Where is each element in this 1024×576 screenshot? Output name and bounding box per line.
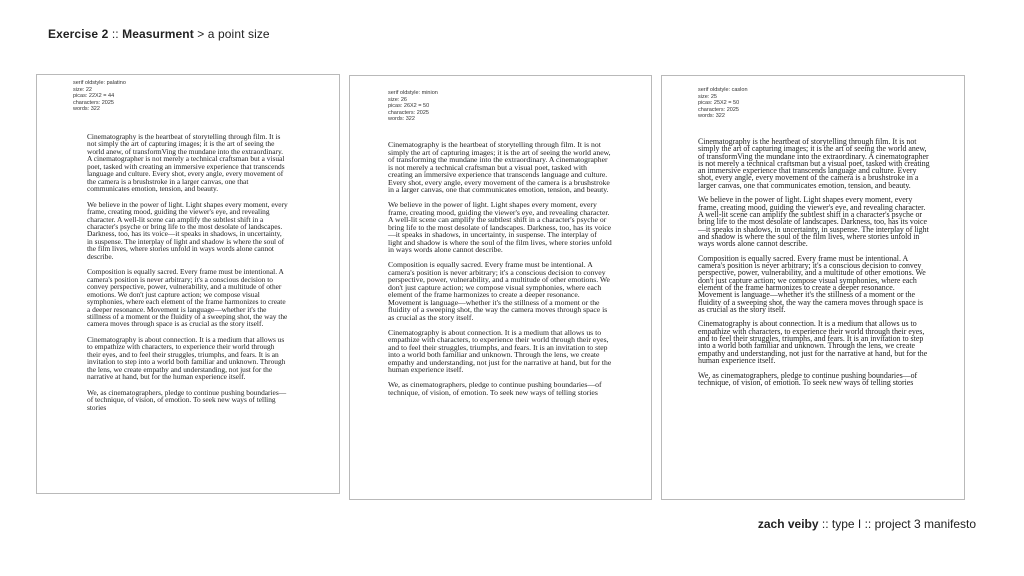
meta-size: size: 26: [388, 96, 407, 103]
type-specimen-panel-caslon: [661, 75, 965, 500]
section-label: Measurment: [122, 27, 194, 41]
paragraph: Cinematography is the heartbeat of storytelling through film. It is not simply the art of capturing images; it is the art of seeing the world anew, of transforming the mundane into the extraordinary. A cinematographer is not merely a technical craftsman but a visual poet, tasked with creating an immersive experience that transcends language and culture. Every shot, every angle, every movement of the camera is a brushstroke in a larger canvas, one that communicates emotion, tension, and beauty.: [388, 140, 611, 194]
exercise-label: Exercise 2: [48, 27, 109, 41]
meta-characters: characters: 2025: [73, 99, 114, 106]
paragraph: We, as cinematographers, pledge to continue pushing boundaries—of technique, of vision, of emotion. To seek new ways of telling stories: [388, 380, 602, 397]
sub-label: > a point size: [193, 27, 270, 41]
paragraph: Composition is equally sacred. Every frame must be intentional. A camera's position is never arbitrary; it's a conscious decision to convey perspective, power, vulnerability, and a multitude of other emotions. We don't just capture action; we compose visual symphonies, where each element of the frame harmonizes to create a deeper resonance. Movement is language—whether it's the stillness of a moment or the fluidity of a sweeping shot, the way the camera moves through space is as crucial as the story itself.: [698, 253, 926, 314]
manifesto-text: [388, 141, 612, 404]
paragraph: Composition is equally sacred. Every frame must be intentional. A camera's position is never arbitrary; it's a conscious decision to convey perspective, power, vulnerability, and a multitude of other emotions. We don't just capture action; we compose visual symphonies, where each element of the frame harmonizes to create a deeper resonance. Movement is language—whether it's the stillness of a moment or the fluidity of a sweeping shot, the way the camera moves through space is as crucial as the story itself.: [87, 267, 288, 329]
meta-font: serif oldstyle: caslon: [698, 87, 748, 93]
footer-separator: ::: [861, 517, 875, 531]
project-name: project 3 manifesto: [874, 517, 976, 531]
paragraph: Cinematography is about connection. It is a medium that allows us to empathize with characters, to experience their world through their eyes, and to feel their struggles, triumphs, and fears. It is an invitation to step into a world both familiar and unknown. Through the lens, we create empathy and understanding, not just for the narrative at hand, but for the human experience itself.: [698, 319, 928, 365]
meta-size: size: 22: [73, 86, 92, 93]
page-footer: [758, 517, 976, 531]
paragraph: Composition is equally sacred. Every frame must be intentional. A camera's position is never arbitrary; it's a conscious decision to convey perspective, power, vulnerability, and a multitude of other emotions. We don't just capture action; we compose visual symphonies, where each element of the frame harmonizes to create a deeper resonance. Movement is language—whether it's the stillness of a moment or the fluidity of a sweeping shot, the way the camera moves through space is as crucial as the story itself.: [388, 260, 610, 322]
author-name: zach veiby: [757, 517, 819, 531]
specimen-metadata: [698, 87, 748, 120]
type-specimen-panel-minion: [349, 75, 652, 500]
meta-characters: characters: 2025: [698, 106, 739, 113]
paragraph: Cinematography is the heartbeat of storytelling through film. It is not simply the art of capturing images; it is the art of seeing the world anew, of transformVing the mundane into the extraordinary. A cinematographer is not merely a technical craftsman but a visual poet, tasked with creating an immersive experience that transcends language and culture. Every shot, every angle, every movement of the camera is a brushstroke in a larger canvas, one that communicates emotion, tension, and beauty.: [698, 137, 930, 190]
course-name: type I: [831, 517, 862, 531]
meta-picas: picas: 25X2 = 50: [698, 100, 740, 107]
type-specimen-panel-palatino: [36, 74, 340, 494]
paragraph: We, as cinematographers, pledge to continue pushing boundaries—of technique, of vision, of emotion. To seek new ways of telling stories: [87, 387, 287, 412]
specimen-metadata: [388, 90, 438, 123]
paragraph: Cinematography is the heartbeat of storytelling through film. It is not simply the art of capturing images; it is the art of seeing the world anew, of transformVing the mundane into the extraordinary. A cinematographer is not merely a technical craftsman but a visual poet, tasked with creating an immersive experience that transcends language and culture. Every shot, every angle, every movement of the camera is a brushstroke in a larger canvas, one that communicates emotion, tension, and beauty.: [87, 132, 285, 194]
meta-words: words: 322: [73, 106, 100, 113]
meta-picas: picas: 26X2 = 50: [388, 103, 430, 110]
meta-font: serif oldstyle: minion: [388, 90, 438, 96]
paragraph: Cinematography is about connection. It is a medium that allows us to empathize with characters, to experience their world through their eyes, and to feel their struggles, triumphs, and fears. It is an invitation to step into a world both familiar and unknown. Through the lens, we create empathy and understanding, not just for the narrative at hand, but for the human experience itself.: [87, 334, 286, 382]
paragraph: Cinematography is about connection. It is a medium that allows us to empathize with characters, to experience their world through their eyes, and to feel their struggles, triumphs, and fears. It is an invitation to step into a world both familiar and unknown. Through the lens, we create empathy and understanding, not just for the narrative at hand, but for the human experience itself.: [388, 327, 612, 374]
paragraph: We believe in the power of light. Light shapes every moment, every frame, creating mood, guiding the viewer's eye, and revealing character. A well-lit scene can amplify the subtlest shift in a character's psyche or bring life to the most desolate of landscapes. Darkness, too, has its voice—it speaks in shadows, in uncertainty, in suspense. The interplay of light and shadow is where the soul of the film lives, where stories unfold in ways words alone cannot describe.: [388, 200, 612, 254]
meta-picas: picas: 22X2 = 44: [73, 93, 115, 100]
meta-font: serif oldstyle: palatino: [73, 80, 126, 86]
paragraph: We believe in the power of light. Light shapes every moment, every frame, creating mood, guiding the viewer's eye, and revealing character. A well-lit scene can amplify the subtlest shift in a character's psyche or bring life to the most desolate of landscapes. Darkness, too, has its voice—it speaks in shadows, in uncertainty, in suspense. The interplay of light and shadow is where the soul of the film lives, where stories unfold in ways words alone cannot describe.: [87, 199, 288, 261]
meta-characters: characters: 2025: [388, 109, 429, 116]
meta-size: size: 25: [698, 93, 717, 100]
meta-words: words: 322: [388, 116, 415, 123]
specimen-metadata: [73, 80, 126, 113]
paragraph: We believe in the power of light. Light shapes every moment, every frame, creating mood, guiding the viewer's eye, and revealing character. A well-lit scene can amplify the subtlest shift in a character's psyche or bring life to the most desolate of landscapes. Darkness, too, has its voice—it speaks in shadows, in uncertainty, in suspense. The interplay of light and shadow is where the soul of the film lives, where stories unfold in ways words alone cannot describe.: [698, 195, 929, 249]
header-separator: ::: [108, 27, 123, 41]
page-header: [48, 27, 270, 41]
footer-separator: ::: [818, 517, 832, 531]
manifesto-text: [87, 133, 289, 419]
meta-words: words: 322: [698, 113, 725, 120]
paragraph: We, as cinematographers, pledge to continue pushing boundaries—of technique, of vision, of emotion. To seek new ways of telling stories: [698, 370, 918, 387]
manifesto-text: [698, 138, 930, 393]
